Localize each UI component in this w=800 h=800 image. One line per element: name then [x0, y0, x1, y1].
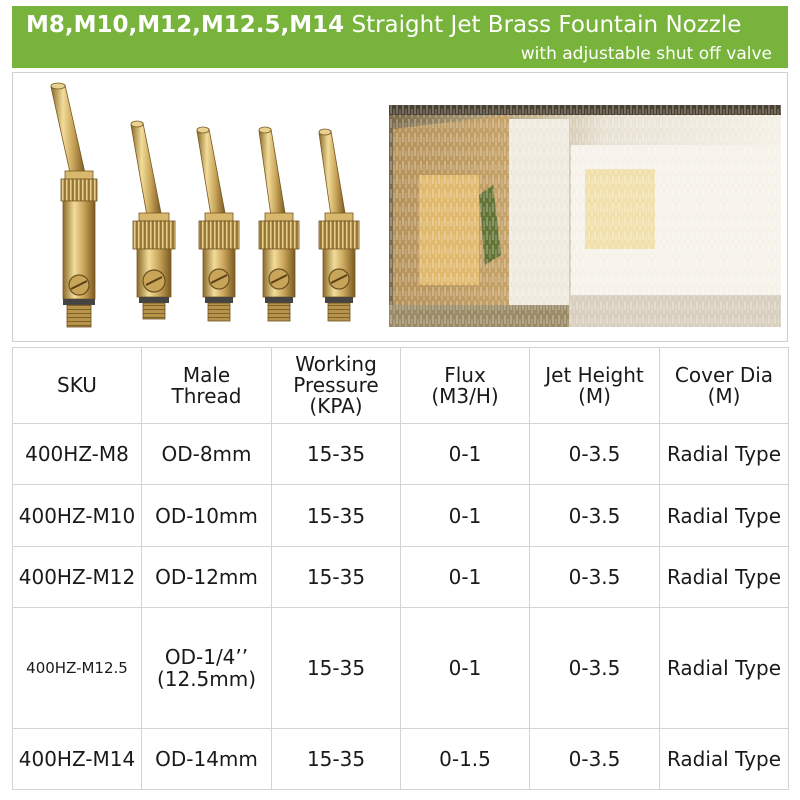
title-product: Straight Jet Brass Fountain Nozzle — [344, 12, 742, 38]
cell-working-pressure: 15-35 — [272, 728, 401, 789]
cell-cover-dia: Radial Type — [660, 728, 789, 789]
cell-sku: 400HZ-M8 — [13, 424, 142, 485]
table-header-row — [13, 348, 789, 424]
nozzle-m12-5 — [259, 127, 299, 321]
cell-flux: 0-1 — [401, 546, 530, 607]
product-photo-panel — [12, 72, 788, 342]
column-header-cover-dia: Cover Dia (M) — [660, 348, 789, 424]
table-row — [13, 728, 789, 789]
cell-cover-dia: Radial Type — [660, 485, 789, 546]
table-row — [13, 546, 789, 607]
cell-working-pressure: 15-35 — [272, 485, 401, 546]
cell-jet-height: 0-3.5 — [530, 424, 660, 485]
cell-flux: 0-1 — [401, 485, 530, 546]
nozzle-m10 — [131, 121, 175, 319]
nozzle-m8 — [51, 83, 97, 327]
column-header-sku: SKU — [13, 348, 142, 424]
column-header-male-thread: Male Thread — [142, 348, 272, 424]
title-sizes: M8,M10,M12,M12.5,M14 — [26, 12, 345, 38]
column-header-jet-height: Jet Height (M) — [530, 348, 660, 424]
cell-flux: 0-1.5 — [401, 728, 530, 789]
cell-working-pressure: 15-35 — [272, 546, 401, 607]
cell-male-thread: OD-8mm — [142, 424, 272, 485]
cell-jet-height: 0-3.5 — [530, 728, 660, 789]
cell-cover-dia: Radial Type — [660, 608, 789, 728]
cell-cover-dia: Radial Type — [660, 424, 789, 485]
cell-sku: 400HZ-M12 — [13, 546, 142, 607]
nozzle-m12 — [197, 127, 239, 321]
table-row — [13, 608, 789, 728]
column-header-working-pressure: Working Pressure (KPA) — [272, 348, 401, 424]
cell-male-thread: OD-10mm — [142, 485, 272, 546]
page-subtitle: with adjustable shut off valve — [520, 44, 772, 64]
page-title — [26, 12, 741, 38]
cell-jet-height: 0-3.5 — [530, 546, 660, 607]
cell-sku: 400HZ-M14 — [13, 728, 142, 789]
title-banner — [12, 6, 788, 68]
cell-sku: 400HZ-M10 — [13, 485, 142, 546]
cell-male-thread: OD-1/4’’ (12.5mm) — [142, 608, 272, 728]
cell-jet-height: 0-3.5 — [530, 485, 660, 546]
cell-working-pressure: 15-35 — [272, 424, 401, 485]
spec-table — [12, 347, 789, 790]
nozzle-product-image — [13, 73, 385, 341]
cell-flux: 0-1 — [401, 608, 530, 728]
nozzle-m14 — [319, 129, 359, 321]
cell-jet-height: 0-3.5 — [530, 608, 660, 728]
table-row — [13, 424, 789, 485]
cell-sku: 400HZ-M12.5 — [13, 608, 142, 728]
table-row — [13, 485, 789, 546]
cell-male-thread: OD-12mm — [142, 546, 272, 607]
column-header-flux: Flux (M3/H) — [401, 348, 530, 424]
fountain-curtain-photo — [389, 105, 781, 327]
cell-cover-dia: Radial Type — [660, 546, 789, 607]
cell-male-thread: OD-14mm — [142, 728, 272, 789]
cell-working-pressure: 15-35 — [272, 608, 401, 728]
cell-flux: 0-1 — [401, 424, 530, 485]
